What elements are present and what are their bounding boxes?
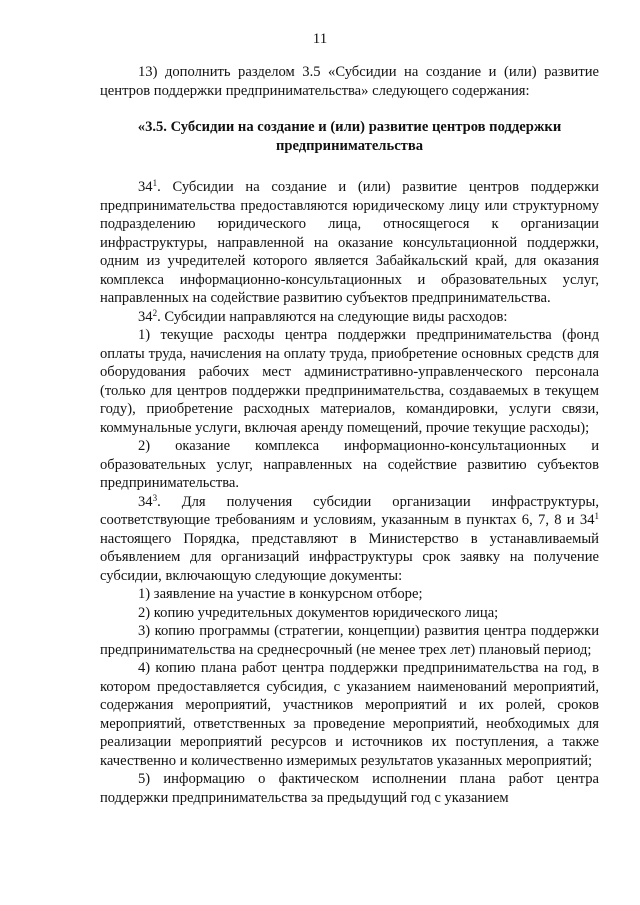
paragraph-superscript: 1 bbox=[152, 178, 158, 188]
paragraph-34-2 bbox=[100, 308, 599, 327]
list-item: 5) информацию о фактическом исполнении плана работ центра поддержки предпринимательства за предыдущий год с указанием bbox=[100, 771, 599, 806]
paragraph-superscript: 2 bbox=[152, 307, 158, 318]
paragraph-text: . Субсидии направляются на следующие виды расходов: bbox=[157, 308, 508, 325]
paragraph-34-1 bbox=[100, 178, 599, 308]
paragraph-text: настоящего Порядка, представляют в Министерство в устанавливаемый объявлением для организаций инфраструктуры срок заявку на получение субсидии, включающую следующие документы: bbox=[100, 530, 599, 584]
document-body bbox=[100, 63, 599, 807]
paragraph-number: 34 bbox=[138, 179, 153, 195]
paragraph-text: . Для получения субсидии организации инфраструктуры, соответствующие требованиям и условиям, указанным в пунктах 6, 7, 8 и 34 bbox=[100, 493, 599, 528]
paragraph-number: 34 bbox=[138, 493, 153, 510]
list-item: 1) текущие расходы центра поддержки предпринимательства (фонд оплаты труда, начисления на оплату труда, приобретение основных средств для оборудования рабочих мест административно-управленческого персонала (только для центров поддержки предпринимательства, создаваемых в текущем году), приобретение расходных материалов, командировки, услуги связи, коммунальные услуги, включая аренду помещений, прочие текущие расходы); bbox=[100, 327, 599, 436]
list-item: 3) копию программы (стратегии, концепции) развития центра поддержки предпринимательства на среднесрочный (не менее трех лет) плановый период; bbox=[100, 623, 599, 658]
intro-paragraph: 13) дополнить разделом 3.5 «Субсидии на создание и (или) развитие центров поддержки предпринимательства» следующего содержания: bbox=[100, 64, 599, 99]
list-item: 2) копию учредительных документов юридического лица; bbox=[138, 604, 499, 621]
paragraph-number: 34 bbox=[138, 308, 153, 325]
paragraph-34-3 bbox=[100, 493, 599, 586]
list-item: 1) заявление на участие в конкурсном отборе; bbox=[138, 586, 423, 602]
paragraph-text: . Субсидии на создание и (или) развитие центров поддержки предпринимательства предоставляются юридическому лицу или структурному подразделению юридического лица, относящегося к организации инфраструктуры, направленной на оказание консультационной поддержки, одним из учредителей которого является Забайкальский край, для оказания комплекса информационно-консультационных и образовательных услуг, направленных на содействие развитию субъектов предпринимательства. bbox=[100, 179, 599, 306]
paragraph-superscript: 3 bbox=[152, 492, 158, 503]
list-item: 4) копию плана работ центра поддержки предпринимательства на год, в котором предоставляется субсидия, с указанием наименований мероприятий, содержания мероприятий, участников мероприятий и их ролей, сроков мероприятий, ответственных за проведение мероприятий, необходимых для реализации мероприятий ресурсов и источников их поступления, а также качественно и количественно измеримых результатов указанных мероприятий; bbox=[100, 660, 599, 769]
reference-superscript: 1 bbox=[594, 511, 599, 521]
section-heading: «3.5. Субсидии на создание и (или) развитие центров поддержки предпринимательства bbox=[137, 119, 562, 154]
page-number: 11 bbox=[312, 31, 328, 47]
list-item: 2) оказание комплекса информационно-консультационных и образовательных услуг, направленных на содействие развитию субъектов предпринимательства. bbox=[100, 438, 599, 491]
